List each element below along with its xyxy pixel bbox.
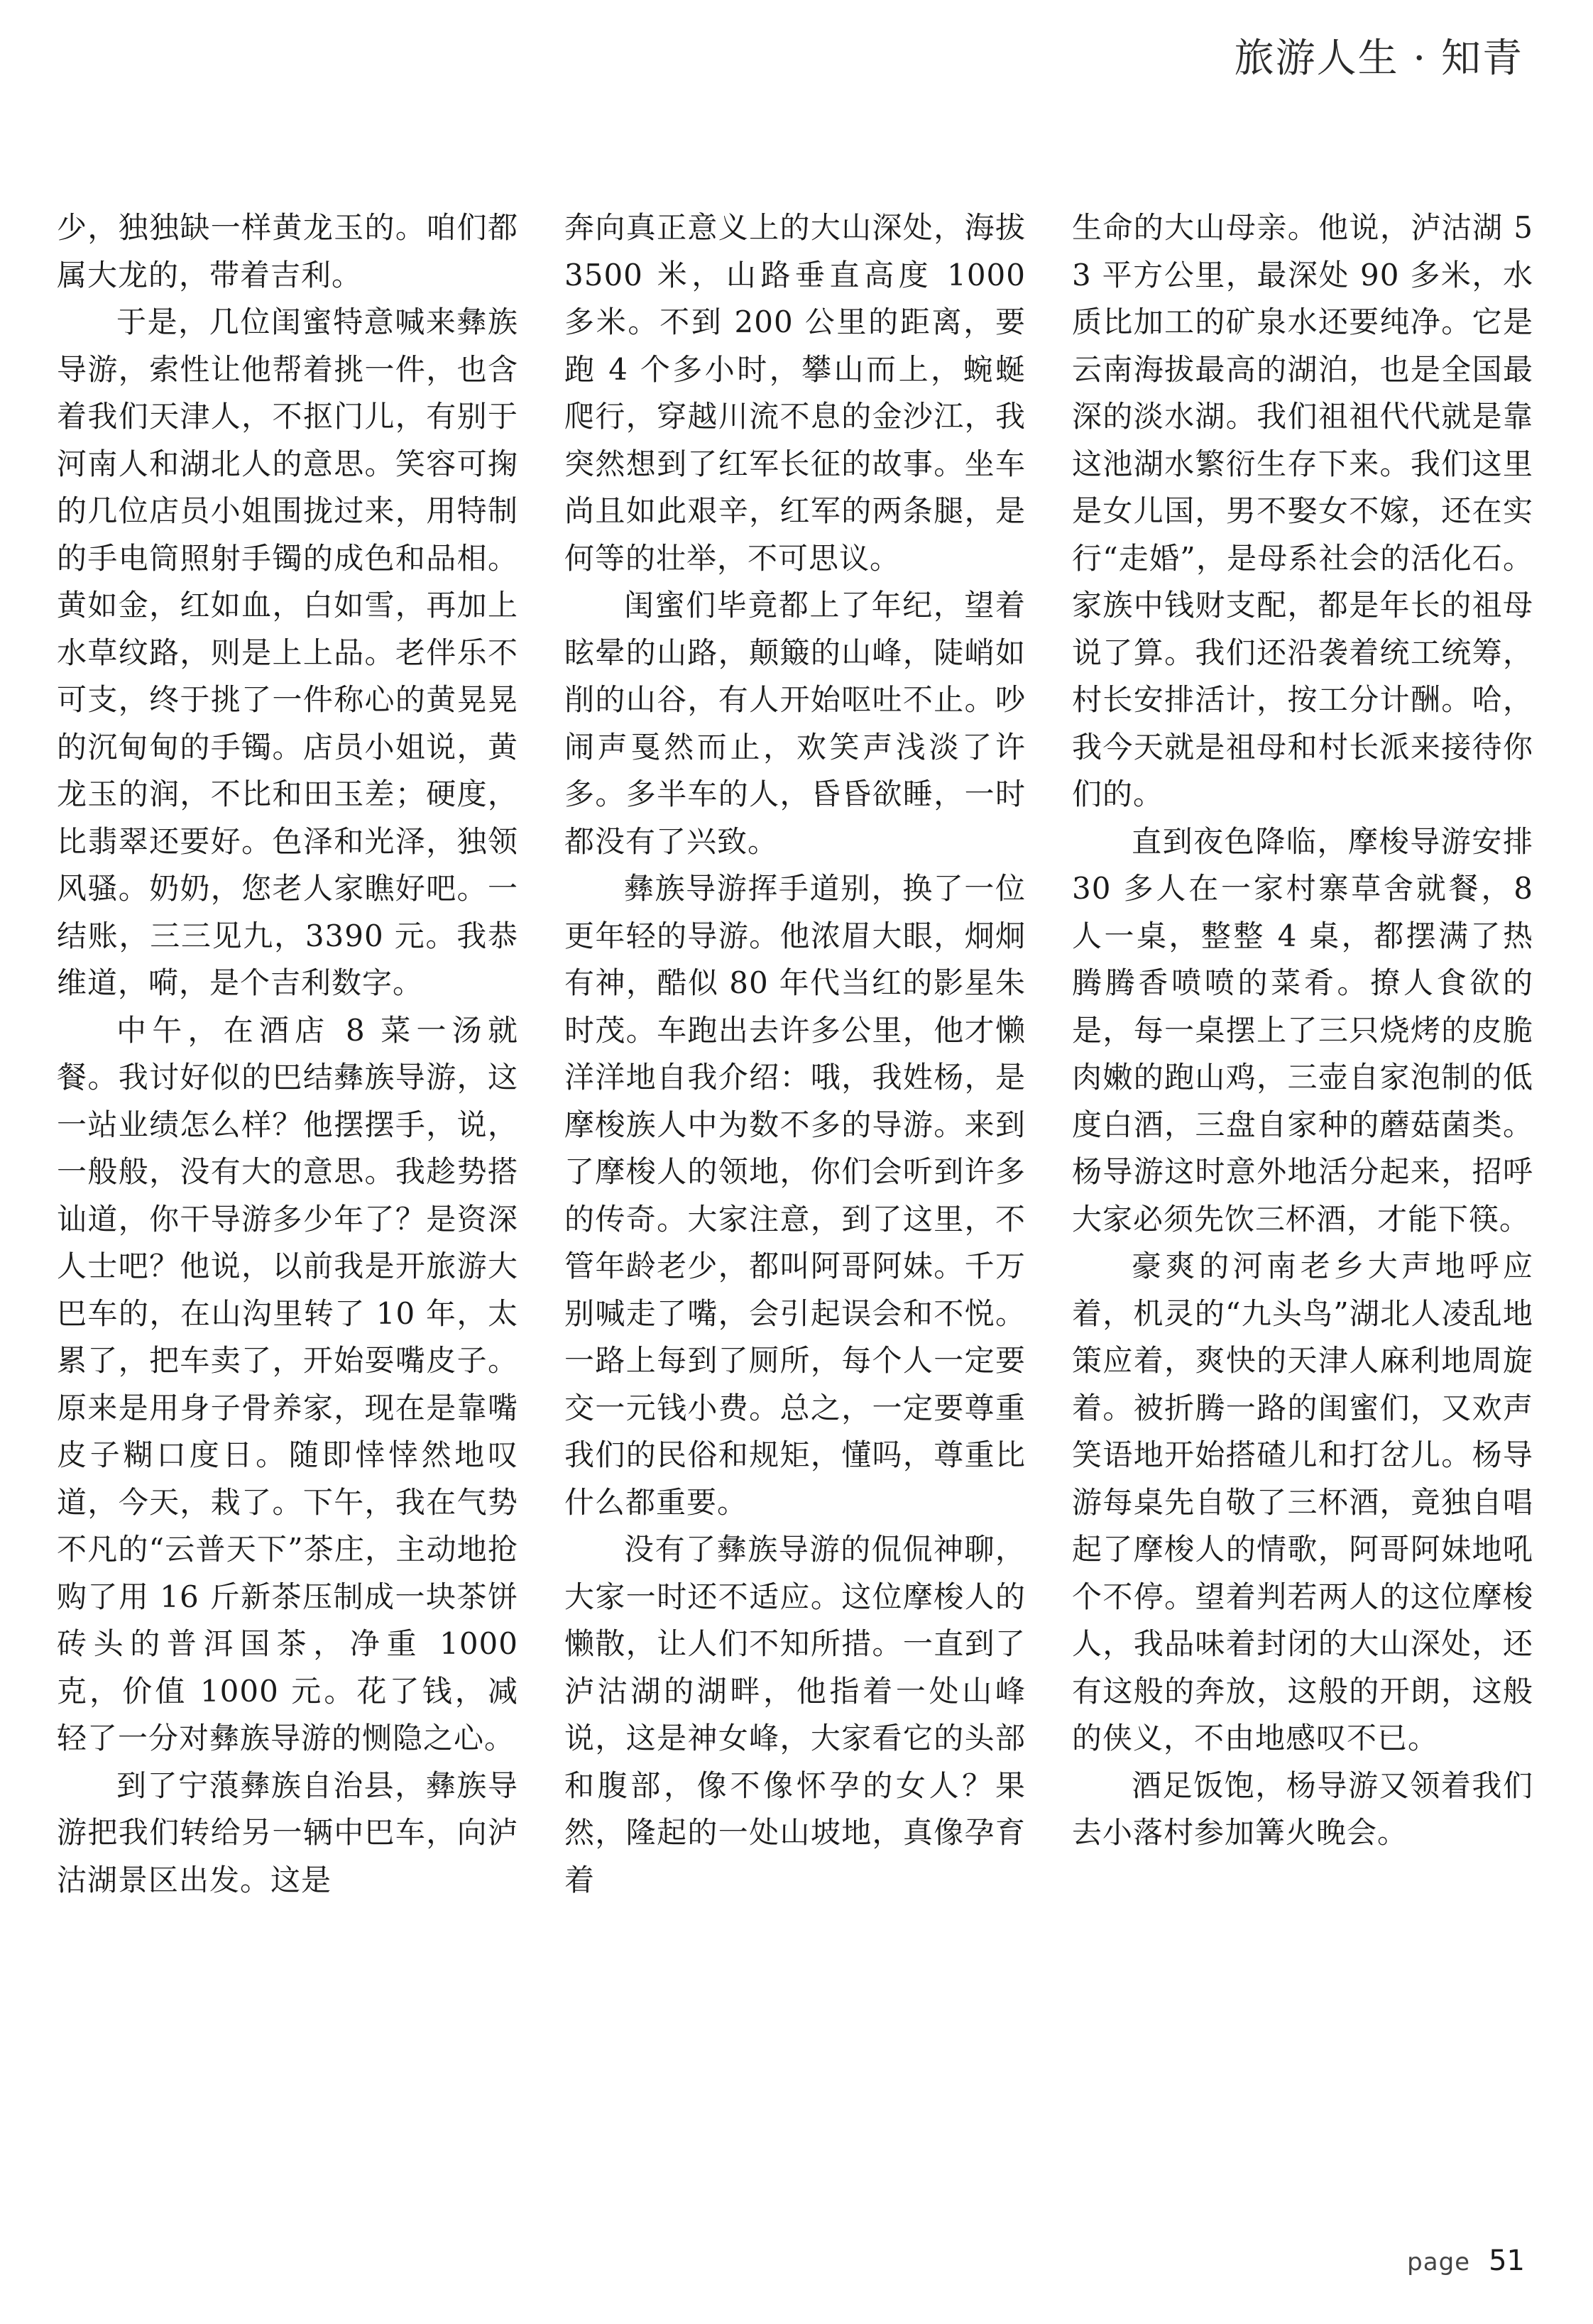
paragraph: 闺蜜们毕竟都上了年纪，望着眩晕的山路，颠簸的山峰，陡峭如削的山谷，有人开始呕吐不止。吵闹声戛然而止，欢笑声浅淡了许多。多半车的人，昏昏欲睡，一时都没有了兴致。	[564, 588, 1026, 859]
paragraph: 生命的大山母亲。他说，泸沽湖 53 平方公里，最深处 90 多米，水质比加工的矿泉水还要纯净。它是云南海拔最高的湖泊，也是全国最深的淡水湖。我们祖祖代代就是靠这池湖水繁衍生存下来。我们这里是女儿国，男不娶女不嫁，还在实行“走婚”，是母系社会的活化石。家族中钱财支配，都是年长的祖母说了算。我们还沿袭着统工统筹，村长安排活计，按工分计酬。哈，我今天就是祖母和村长派来接待你们的。	[1072, 210, 1533, 811]
section-header-label: 旅游人生 · 知青	[1234, 35, 1523, 82]
paragraph: 到了宁蒗彝族自治县，彝族导游把我们转给另一辆中巴车，向泸沽湖景区出发。这是	[57, 1767, 518, 1897]
paragraph: 中午，在酒店 8 菜一汤就餐。我讨好似的巴结彝族导游，这一站业绩怎么样？他摆摆手，说，一般般，没有大的意思。我趁势搭讪道，你干导游多少年了？是资深人士吧？他说，以前我是开旅游大巴车的，在山沟里转了 10 年，太累了，把车卖了，开始耍嘴皮子。原来是用身子骨养家，现在是靠嘴皮子糊口度日。随即悻悻然地叹道，今天，栽了。下午，我在气势不凡的“云普天下”茶庄，主动地抢购了用 16 斤新茶压制成一块茶饼砖头的普洱国茶，净重 1000 克，价值 1000 元。花了钱，减轻了一分对彝族导游的恻隐之心。	[57, 1012, 518, 1755]
paragraph: 奔向真正意义上的大山深处，海拔 3500 米，山路垂直高度 1000 多米。不到 200 公里的距离，要跑 4 个多小时，攀山而上，蜿蜒爬行，穿越川流不息的金沙江，我突然想到了红军长征的故事。坐车尚且如此艰辛，红军的两条腿，是何等的壮举，不可思议。	[564, 210, 1026, 576]
paragraph: 少，独独缺一样黄龙玉的。咱们都属大龙的，带着吉利。	[57, 210, 518, 292]
paragraph: 酒足饭饱，杨导游又领着我们去小落村参加篝火晚会。	[1072, 1767, 1533, 1850]
paragraph: 直到夜色降临，摩梭导游安排 30 多人在一家村寨草舍就餐，8 人一桌，整整 4 桌，都摆满了热腾腾香喷喷的菜肴。撩人食欲的是，每一桌摆上了三只烧烤的皮脆肉嫩的跑山鸡，三壶自家泡制的低度白酒，三盘自家种的蘑菇菌类。杨导游这时意外地活分起来，招呼大家必须先饮三杯酒，才能下筷。	[1072, 823, 1533, 1237]
paragraph: 没有了彝族导游的侃侃神聊，大家一时还不适应。这位摩梭人的懒散，让人们不知所措。一直到了泸沽湖的湖畔，他指着一处山峰说，这是神女峰，大家看它的头部和腹部，像不像怀孕的女人？果然，隆起的一处山坡地，真像孕育着	[564, 1532, 1026, 1897]
page-number: 51	[1489, 2244, 1525, 2277]
paragraph: 豪爽的河南老乡大声地呼应着，机灵的“九头鸟”湖北人凌乱地策应着，爽快的天津人麻利地周旋着。被折腾一路的闺蜜们，又欢声笑语地开始搭碴儿和打岔儿。杨导游每桌先自敬了三杯酒，竟独自唱起了摩梭人的情歌，阿哥阿妹地吼个不停。望着判若两人的这位摩梭人，我品味着封闭的大山深处，还有这般的奔放，这般的开朗，这般的侠义，不由地感叹不已。	[1072, 1249, 1533, 1755]
text-column-3	[1072, 204, 1533, 2185]
text-column-1	[57, 204, 518, 2185]
text-column-2	[564, 204, 1026, 2185]
page-footer	[1407, 2244, 1525, 2277]
article-body	[57, 204, 1533, 2185]
paragraph: 彝族导游挥手道别，换了一位更年轻的导游。他浓眉大眼，炯炯有神，酷似 80 年代当红的影星朱时茂。车跑出去许多公里，他才懒洋洋地自我介绍：哦，我姓杨，是摩梭族人中为数不多的导游。来到了摩梭人的领地，你们会听到许多的传奇。大家注意，到了这里，不管年龄老少，都叫阿哥阿妹。千万别喊走了嘴，会引起误会和不悦。一路上每到了厕所，每个人一定要交一元钱小费。总之，一定要尊重我们的民俗和规矩，懂吗，尊重比什么都重要。	[564, 871, 1026, 1520]
page-label: page	[1407, 2248, 1471, 2276]
paragraph: 于是，几位闺蜜特意喊来彝族导游，索性让他帮着挑一件，也含着我们天津人，不抠门儿，有别于河南人和湖北人的意思。笑容可掬的几位店员小姐围拢过来，用特制的手电筒照射手镯的成色和品相。黄如金，红如血，白如雪，再加上水草纹路，则是上上品。老伴乐不可支，终于挑了一件称心的黄晃晃的沉甸甸的手镯。店员小姐说，黄龙玉的润，不比和田玉差；硬度，比翡翠还要好。色泽和光泽，独领风骚。奶奶，您老人家瞧好吧。一结账，三三见九，3390 元。我恭维道，嗬，是个吉利数字。	[57, 305, 518, 1000]
